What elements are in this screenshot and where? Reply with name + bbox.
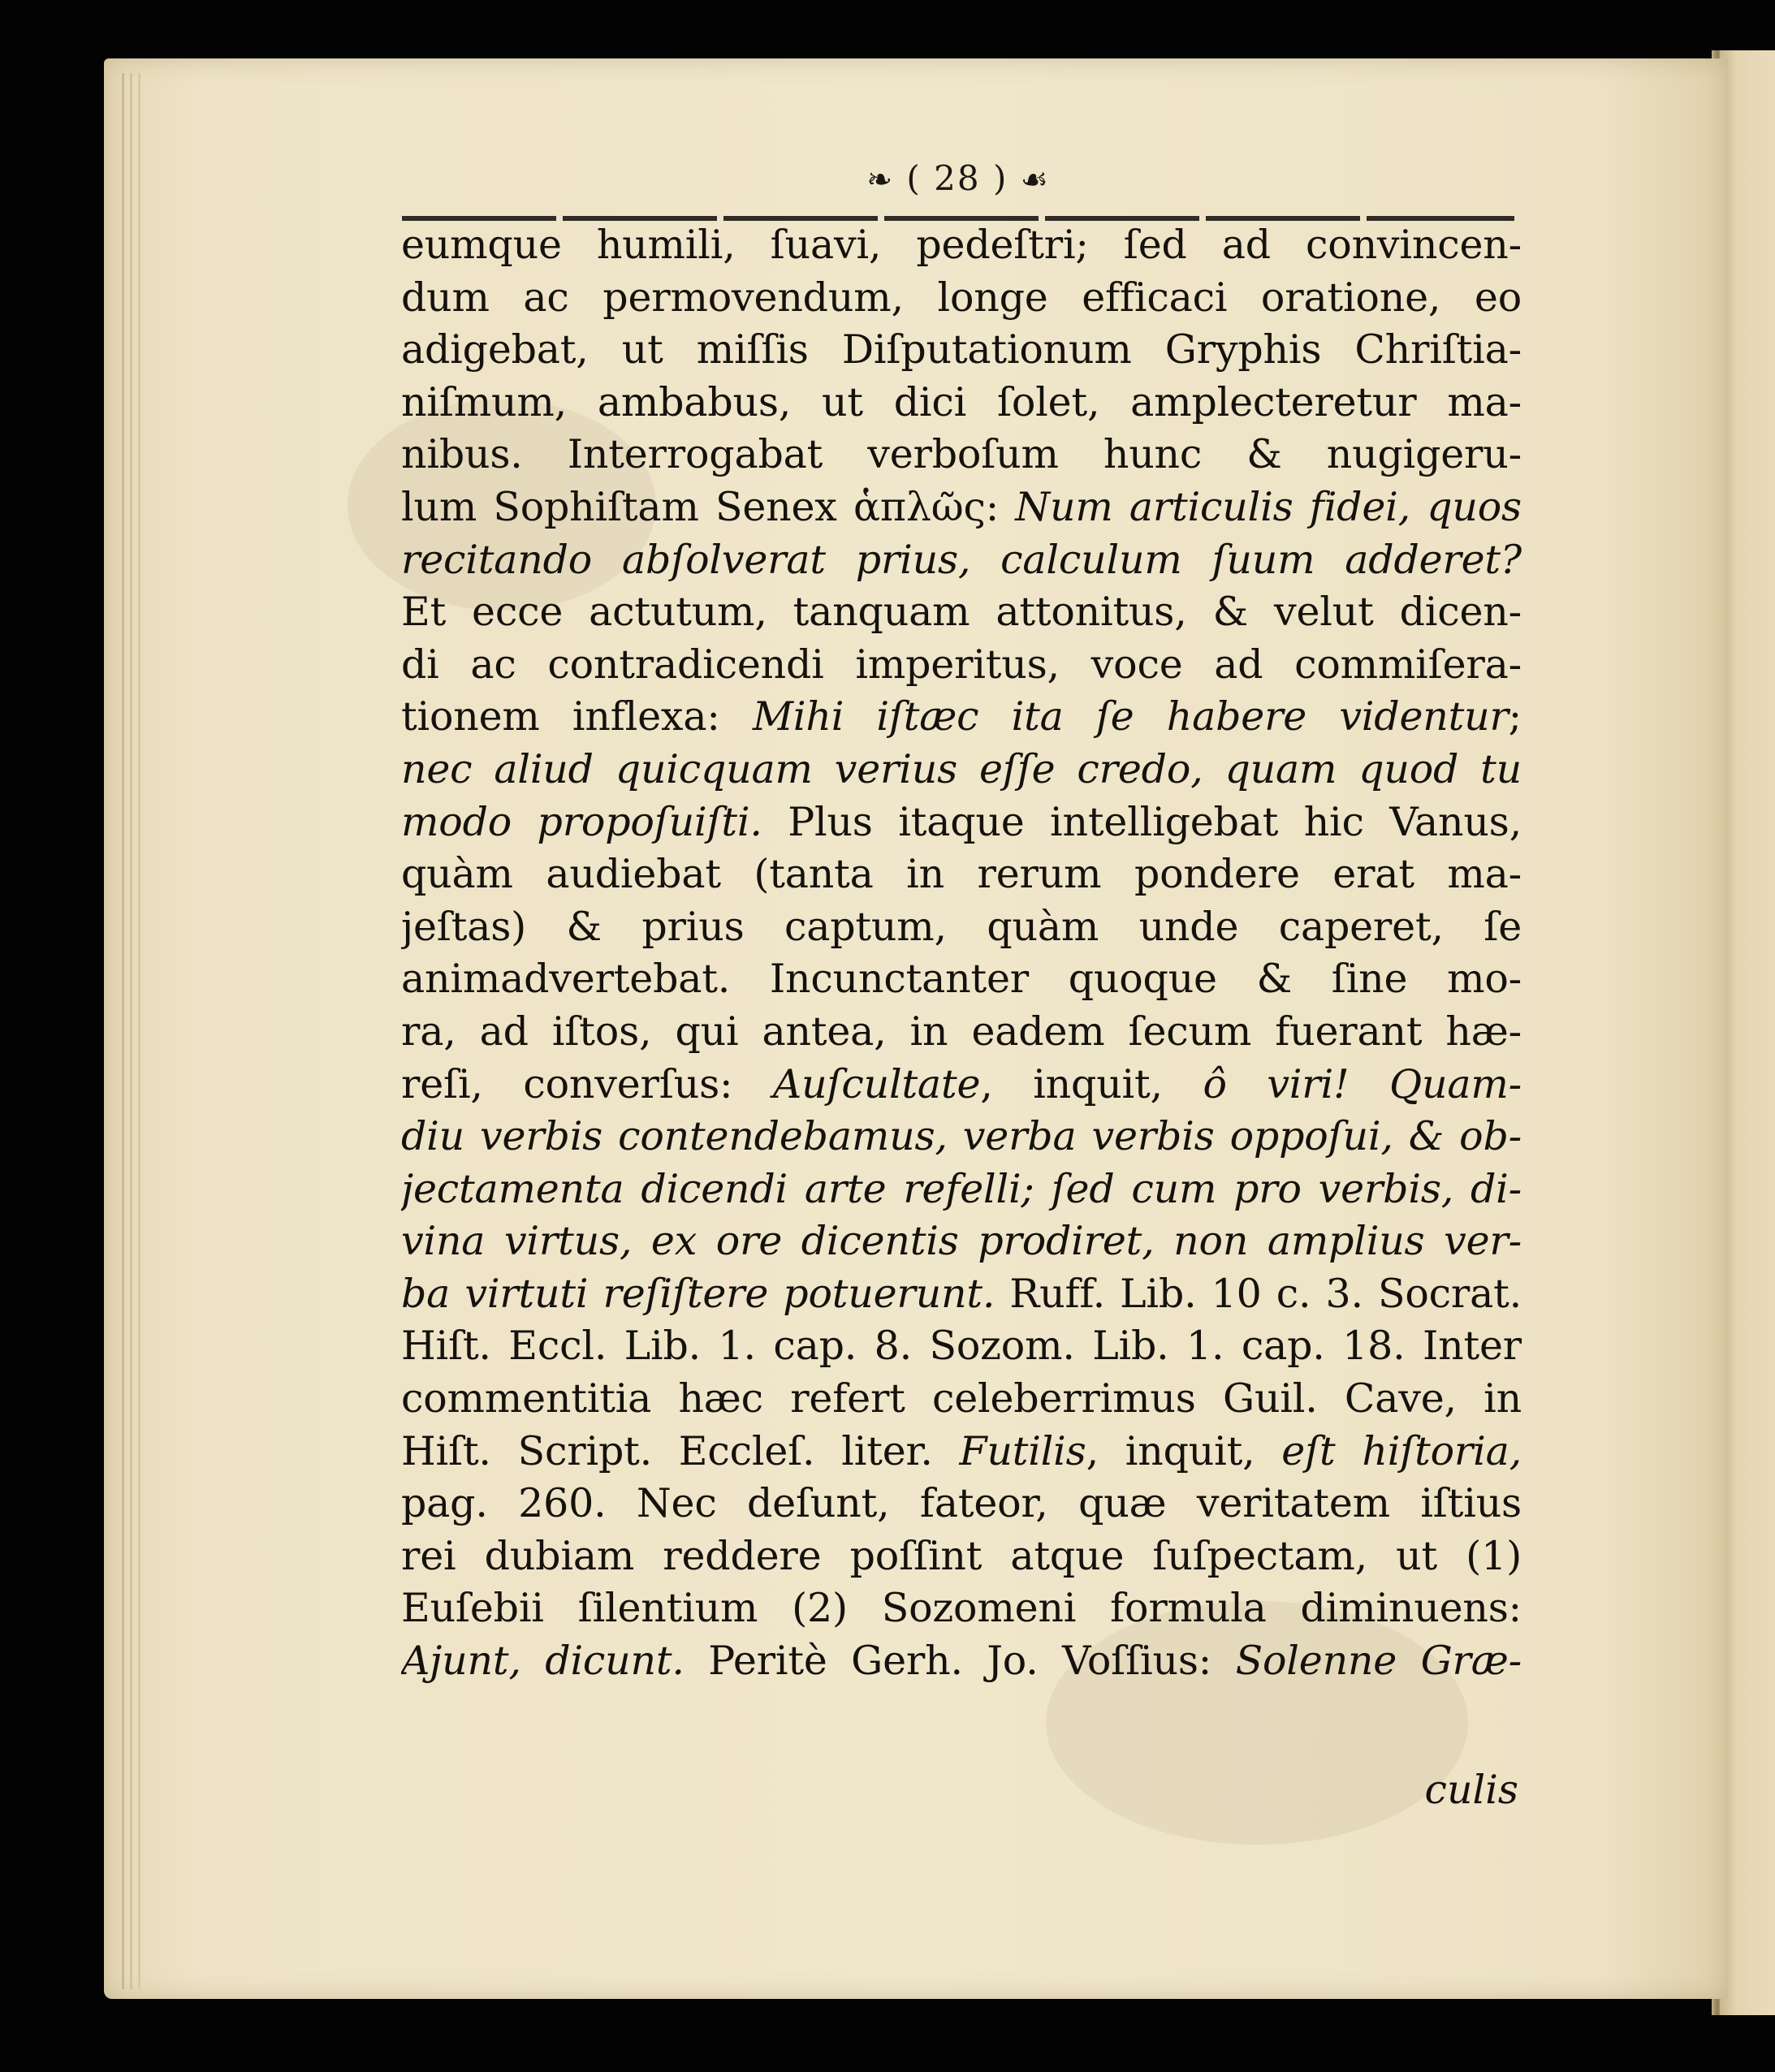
- italic-segment: Ajunt, dicunt.: [401, 1638, 685, 1685]
- italic-segment: Num articulis fidei, quos: [1015, 483, 1522, 530]
- ornament-left-icon: ❧: [866, 162, 895, 197]
- text-line: [401, 691, 1522, 744]
- italic-segment: Futilis: [959, 1427, 1086, 1474]
- text-line: [401, 377, 1522, 430]
- roman-segment: reſi, converſus:: [401, 1060, 773, 1107]
- roman-segment: ra, ad iſtos, qui antea, in eadem ſecum fuerant hæ-: [401, 1008, 1522, 1055]
- text-line: [401, 953, 1522, 1006]
- roman-segment: commentitia hæc refert celeberrimus Guil. Cave, in: [401, 1375, 1522, 1422]
- roman-segment: lum Sophiſtam Senex ἁπλῶς:: [401, 483, 1016, 530]
- roman-segment: Et ecce actutum, tanquam attonitus, & velut dicen-: [401, 589, 1522, 636]
- roman-segment: animadvertebat. Incunctanter quoque & ſine mo-: [401, 956, 1522, 1003]
- roman-segment: Peritè Gerh. Jo. Voſſius:: [684, 1638, 1236, 1685]
- roman-segment: Ruff. Lib. 10 c. 3. Socrat.: [995, 1270, 1522, 1317]
- page-leaf-edge: [122, 73, 124, 1989]
- roman-segment: nibus. Interrogabat verboſum hunc & nugigeru-: [401, 431, 1522, 478]
- text-line: [401, 1059, 1522, 1112]
- text-line: [401, 639, 1522, 692]
- text-line: [401, 796, 1522, 849]
- text-line: [401, 481, 1522, 534]
- roman-segment: , inquit,: [1086, 1427, 1282, 1474]
- text-line: [401, 324, 1522, 377]
- page-header: [828, 154, 1088, 203]
- text-line: [401, 848, 1522, 901]
- text-line: [401, 586, 1522, 639]
- text-line: [401, 534, 1522, 587]
- text-line: [401, 1635, 1522, 1688]
- italic-segment: modo propoſuiſti.: [401, 798, 762, 845]
- text-line: [401, 272, 1522, 325]
- text-line: [401, 219, 1522, 272]
- italic-segment: recitando abſolverat prius, calculum ſuum adderet?: [401, 536, 1522, 583]
- italic-segment: ô viri! Quam-: [1203, 1060, 1522, 1107]
- catchword: culis: [1424, 1767, 1518, 1813]
- ornament-right-icon: ☙: [1020, 162, 1050, 197]
- body-text: [401, 219, 1522, 1688]
- italic-segment: eſt hiſtoria,: [1281, 1427, 1522, 1474]
- page-leaf-edge: [138, 73, 140, 1989]
- text-line: [401, 1530, 1522, 1583]
- italic-segment: ba virtuti reſiſtere potuerunt.: [401, 1270, 995, 1317]
- roman-segment: eumque humili, ſuavi, pedeſtri; ſed ad convincen-: [401, 222, 1522, 268]
- roman-segment: Hiſt. Script. Eccleſ. liter.: [401, 1427, 960, 1474]
- text-line: [401, 1163, 1522, 1216]
- page-leaf-edge: [130, 73, 132, 1989]
- text-line: [401, 1582, 1522, 1635]
- text-line: [401, 1373, 1522, 1426]
- roman-segment: di ac contradicendi imperitus, voce ad commiſera-: [401, 641, 1522, 688]
- italic-segment: vina virtus, ex ore dicentis prodiret, non amplius ver-: [401, 1218, 1522, 1265]
- page-number: ( 28 ): [906, 158, 1008, 198]
- roman-segment: rei dubiam reddere poſſint atque ſuſpectam, ut (1): [401, 1532, 1522, 1579]
- text-line: [401, 1006, 1522, 1059]
- text-line: [401, 1478, 1522, 1530]
- text-line: [401, 1268, 1522, 1321]
- roman-segment: adigebat, ut miſſis Diſputationum Gryphis Chriſtia-: [401, 326, 1522, 373]
- italic-segment: jectamenta dicendi arte refelli; ſed cum pro verbis, di-: [401, 1165, 1522, 1212]
- roman-segment: pag. 260. Nec deſunt, fateor, quæ veritatem iſtius: [401, 1480, 1522, 1527]
- facing-page-edge: [1720, 50, 1775, 2015]
- roman-segment: tionem inflexa:: [401, 693, 753, 740]
- roman-segment: niſmum, ambabus, ut dici ſolet, amplecteretur ma-: [401, 378, 1522, 425]
- italic-segment: Solenne Græ-: [1235, 1638, 1522, 1685]
- roman-segment: quàm audiebat (tanta in rerum pondere erat ma-: [401, 851, 1522, 898]
- roman-segment: Hiſt. Eccl. Lib. 1. cap. 8. Sozom. Lib. 1. cap. 18. Inter: [401, 1323, 1522, 1370]
- roman-segment: , inquit,: [980, 1060, 1203, 1107]
- roman-segment: dum ac permovendum, longe efficaci oratione, eo: [401, 274, 1522, 321]
- roman-segment: jeſtas) & prius captum, quàm unde caperet, ſe: [401, 903, 1522, 950]
- text-line: [401, 1320, 1522, 1373]
- italic-segment: Mihi iſtæc ita ſe habere videntur: [752, 693, 1509, 740]
- italic-segment: nec aliud quicquam verius eſſe credo, quam quod tu: [401, 745, 1522, 792]
- text-line: [401, 744, 1522, 796]
- text-line: [401, 901, 1522, 954]
- roman-segment: ;: [1508, 693, 1522, 740]
- text-line: [401, 1426, 1522, 1478]
- italic-segment: diu verbis contendebamus, verba verbis oppoſui, & ob-: [401, 1113, 1522, 1160]
- roman-segment: Euſebii ſilentium (2) Sozomeni formula diminuens:: [401, 1585, 1522, 1632]
- text-line: [401, 1111, 1522, 1163]
- italic-segment: Auſcultate: [772, 1060, 981, 1107]
- text-line: [401, 429, 1522, 481]
- text-line: [401, 1215, 1522, 1268]
- roman-segment: Plus itaque intelligebat hic Vanus,: [762, 798, 1522, 845]
